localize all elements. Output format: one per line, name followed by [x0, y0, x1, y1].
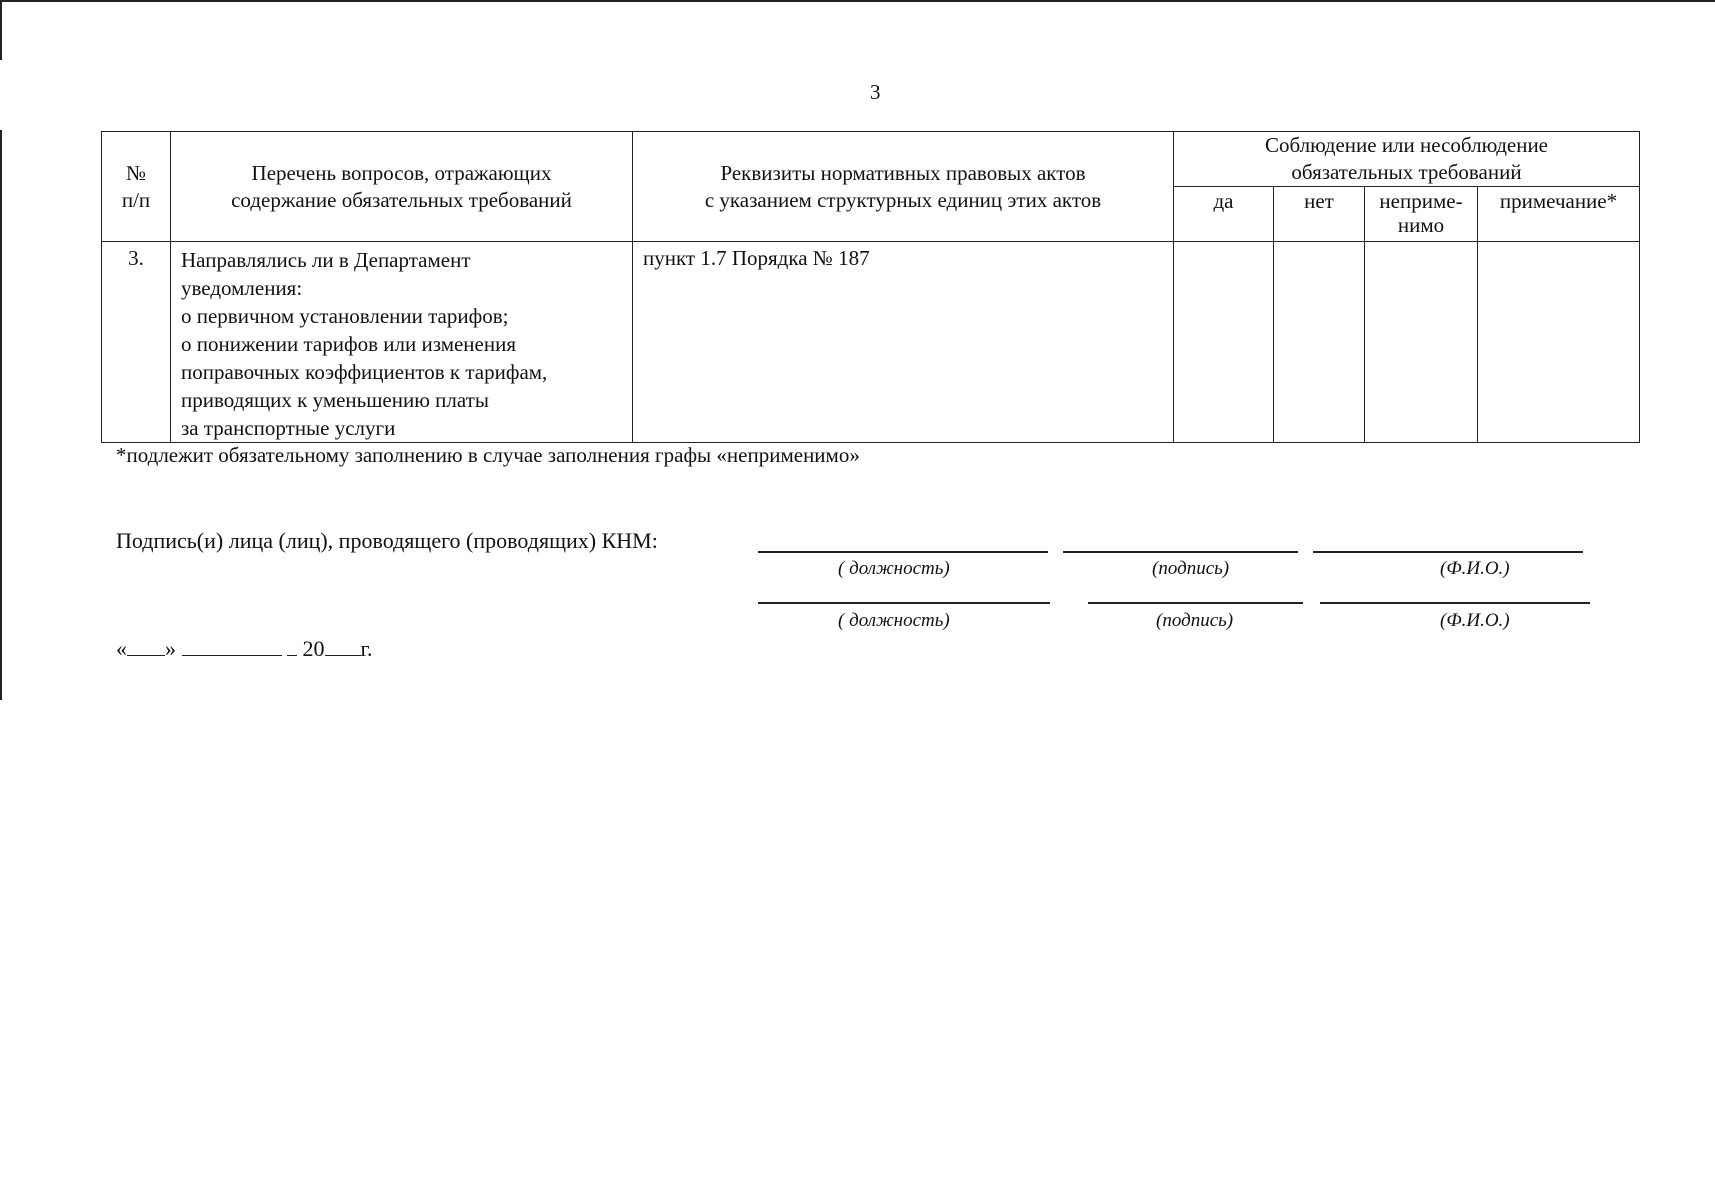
position-caption: ( должность): [838, 558, 950, 579]
signature-label: Подпись(и) лица (лиц), проводящего (проводящих) КНМ:: [116, 528, 658, 553]
month-blank-tail[interactable]: [287, 637, 297, 656]
position-caption: ( должность): [838, 610, 950, 631]
cell-yes[interactable]: [1174, 242, 1274, 443]
checklist-table: [101, 131, 1640, 443]
row-number: 3.: [102, 242, 171, 443]
header-questions: Перечень вопросов, отражающих содержание обязательных требований: [171, 132, 633, 242]
year-prefix: 20: [302, 636, 325, 661]
signature-line[interactable]: [1088, 602, 1303, 604]
header-compliance: Соблюдение или несоблюдение обязательных требований: [1174, 132, 1640, 187]
row-question: Направлялись ли в Департамент уведомления: о первичном установлении тарифов; о понижении тарифов или изменения поправочных коэффициентов к тарифам, приводящих к уменьшению платы за транспортные услуги: [171, 242, 633, 443]
position-line[interactable]: [758, 602, 1050, 604]
cell-note[interactable]: [1478, 242, 1640, 443]
header-no: нет: [1274, 187, 1365, 242]
signature-line[interactable]: [1063, 551, 1298, 553]
header-requisites: Реквизиты нормативных правовых актов с указанием структурных единиц этих актов: [633, 132, 1174, 242]
header-yes: да: [1174, 187, 1274, 242]
name-line[interactable]: [1313, 551, 1583, 553]
day-blank[interactable]: [127, 637, 165, 656]
page-number: 3: [870, 80, 881, 104]
scan-edge-left: [0, 0, 2, 60]
position-line[interactable]: [758, 551, 1048, 553]
name-caption: (Ф.И.О.): [1440, 610, 1510, 631]
header-num: № п/п: [102, 132, 171, 242]
header-not-applicable: неприме- нимо: [1365, 187, 1478, 242]
date-open-quote: «: [116, 636, 127, 661]
cell-not-applicable[interactable]: [1365, 242, 1478, 443]
table-row: [102, 242, 1640, 443]
date-close-quote: »: [165, 636, 176, 661]
name-caption: (Ф.И.О.): [1440, 558, 1510, 579]
footnote: *подлежит обязательному заполнению в случае заполнения графы «неприменимо»: [116, 443, 860, 467]
scan-edge-left: [0, 130, 2, 700]
month-blank[interactable]: [182, 637, 282, 656]
year-blank[interactable]: [325, 637, 361, 656]
year-suffix: г.: [360, 636, 373, 661]
name-line[interactable]: [1320, 602, 1590, 604]
signature-caption: (подпись): [1156, 610, 1234, 631]
cell-no[interactable]: [1274, 242, 1365, 443]
scan-edge-top: [0, 0, 1715, 2]
signature-caption: (подпись): [1152, 558, 1230, 579]
header-note: примечание*: [1478, 187, 1640, 242]
date-field: [116, 636, 373, 662]
row-reference: пункт 1.7 Порядка № 187: [633, 242, 1174, 443]
